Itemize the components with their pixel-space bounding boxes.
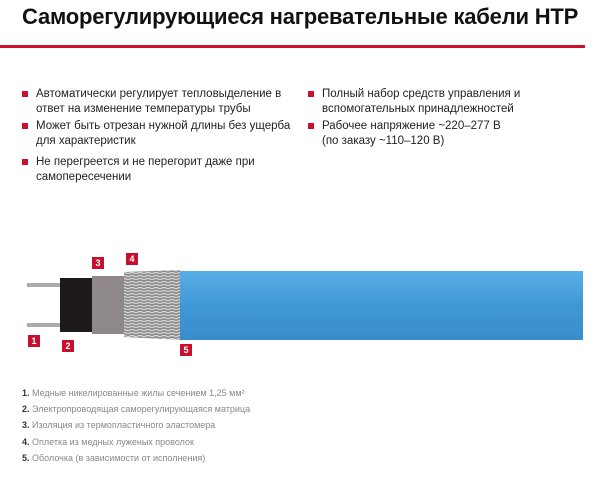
legend-item	[22, 437, 194, 447]
bullet-icon	[22, 123, 28, 129]
feature-item	[22, 155, 272, 185]
braid-layer	[124, 270, 180, 340]
copper-conductor	[27, 283, 63, 287]
marker-5: 5	[180, 344, 192, 356]
feature-text: Автоматически регулирует тепловыделение в ответ на изменение температуры трубы	[36, 88, 282, 115]
feature-item	[308, 119, 508, 149]
outer-jacket	[180, 271, 583, 340]
conductive-matrix	[60, 278, 93, 332]
legend-number: 1.	[22, 388, 30, 398]
feature-text: Может быть отрезан нужной длины без ущерба для характеристик	[36, 120, 291, 147]
legend-text: Медные никелированные жилы сечением 1,25 мм²	[32, 388, 245, 398]
legend-text: Изоляция из термопластичного эластомера	[32, 420, 216, 430]
legend-item	[22, 420, 215, 430]
legend-number: 2.	[22, 404, 30, 414]
feature-item	[308, 87, 548, 117]
marker-2: 2	[62, 340, 74, 352]
legend-number: 3.	[22, 420, 30, 430]
bullet-icon	[22, 91, 28, 97]
legend-item	[22, 388, 245, 398]
feature-item	[22, 87, 292, 117]
legend-item	[22, 404, 250, 414]
bullet-icon	[308, 91, 314, 97]
cable-illustration	[0, 250, 600, 350]
legend-item	[22, 453, 205, 463]
marker-1: 1	[28, 335, 40, 347]
insulation-layer	[92, 276, 125, 334]
legend-number: 4.	[22, 437, 30, 447]
copper-conductor	[27, 323, 63, 327]
page-title: Саморегулирующиеся нагревательные кабели НТР	[22, 4, 579, 29]
legend-number: 5.	[22, 453, 30, 463]
feature-text: Полный набор средств управления и вспомогательных принадлежностей	[322, 88, 521, 115]
bullet-icon	[22, 159, 28, 165]
legend-text: Электропроводящая саморегулирующаяся матрица	[32, 404, 251, 414]
legend-text: Оболочка (в зависимости от исполнения)	[32, 453, 206, 463]
bullet-icon	[308, 123, 314, 129]
title-divider	[0, 45, 585, 48]
legend-text: Оплетка из медных луженых проволок	[32, 437, 194, 447]
marker-4: 4	[126, 253, 138, 265]
marker-3: 3	[92, 257, 104, 269]
feature-item	[22, 119, 292, 149]
feature-text: Рабочее напряжение ~220–277 В (по заказу ~110–120 В)	[322, 120, 501, 147]
feature-text: Не перегреется и не перегорит даже при самопересечении	[36, 156, 255, 183]
